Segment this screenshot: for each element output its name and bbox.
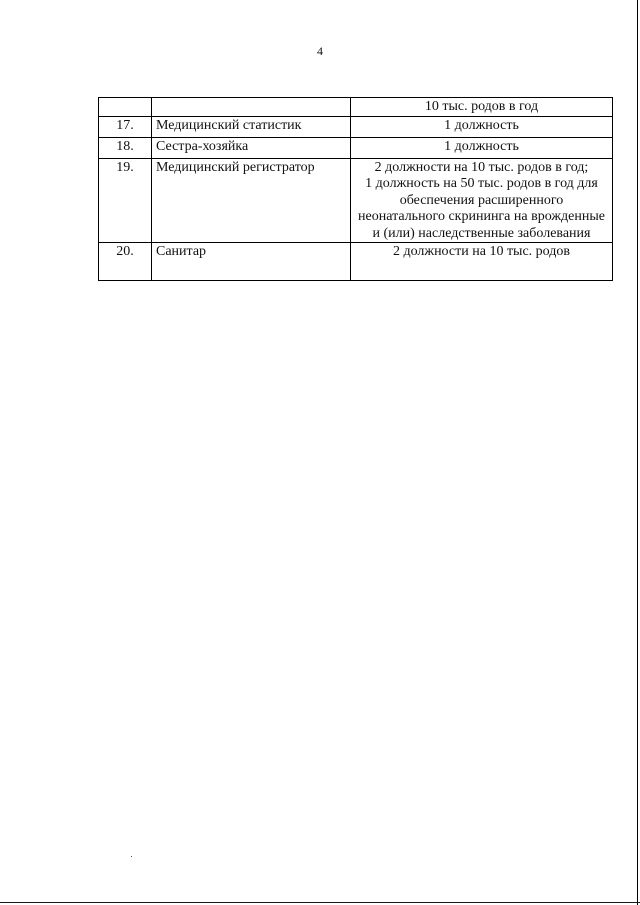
norm-line: 2 должности на 10 тыс. родов bbox=[392, 244, 571, 259]
scan-speck bbox=[131, 856, 132, 857]
table-row bbox=[99, 243, 613, 281]
norm-line: 2 должности на 10 тыс. родов в год; bbox=[374, 159, 589, 175]
page-edge-right bbox=[637, 0, 638, 905]
position-cell: Медицинский регистратор bbox=[152, 158, 351, 243]
norm-cell: 10 тыс. родов в год bbox=[351, 98, 613, 117]
norm-line: и (или) наследственные заболевания bbox=[372, 225, 591, 241]
table-row bbox=[99, 137, 613, 158]
staffing-table bbox=[98, 97, 613, 281]
norm-cell bbox=[351, 116, 613, 137]
norm-line: неонатального скрининга на врожденные bbox=[358, 209, 605, 224]
page-number: 4 bbox=[317, 44, 323, 58]
row-number-cell bbox=[99, 98, 152, 117]
norm-line: обеспечения расширенного bbox=[399, 192, 564, 208]
table-row bbox=[99, 116, 613, 137]
table-row bbox=[99, 158, 613, 243]
table-row-continuation bbox=[99, 98, 613, 117]
norm-cell bbox=[351, 243, 613, 281]
position-cell: Медицинский статистик bbox=[152, 116, 351, 137]
page-edge-bottom bbox=[0, 902, 640, 903]
norm-cell bbox=[351, 137, 613, 158]
row-number-cell: 20. bbox=[99, 243, 152, 281]
row-number-cell: 18. bbox=[99, 137, 152, 158]
norm-line: 1 должность bbox=[444, 117, 519, 133]
norm-cell bbox=[351, 158, 613, 243]
position-cell: Санитар bbox=[152, 243, 351, 281]
position-cell: Сестра-хозяйка bbox=[152, 137, 351, 158]
position-cell bbox=[152, 98, 351, 117]
norm-line: 1 должность на 50 тыс. родов в год для bbox=[365, 176, 598, 191]
norm-line: 1 должность bbox=[444, 138, 519, 154]
row-number-cell: 17. bbox=[99, 116, 152, 137]
row-number-cell: 19. bbox=[99, 158, 152, 243]
